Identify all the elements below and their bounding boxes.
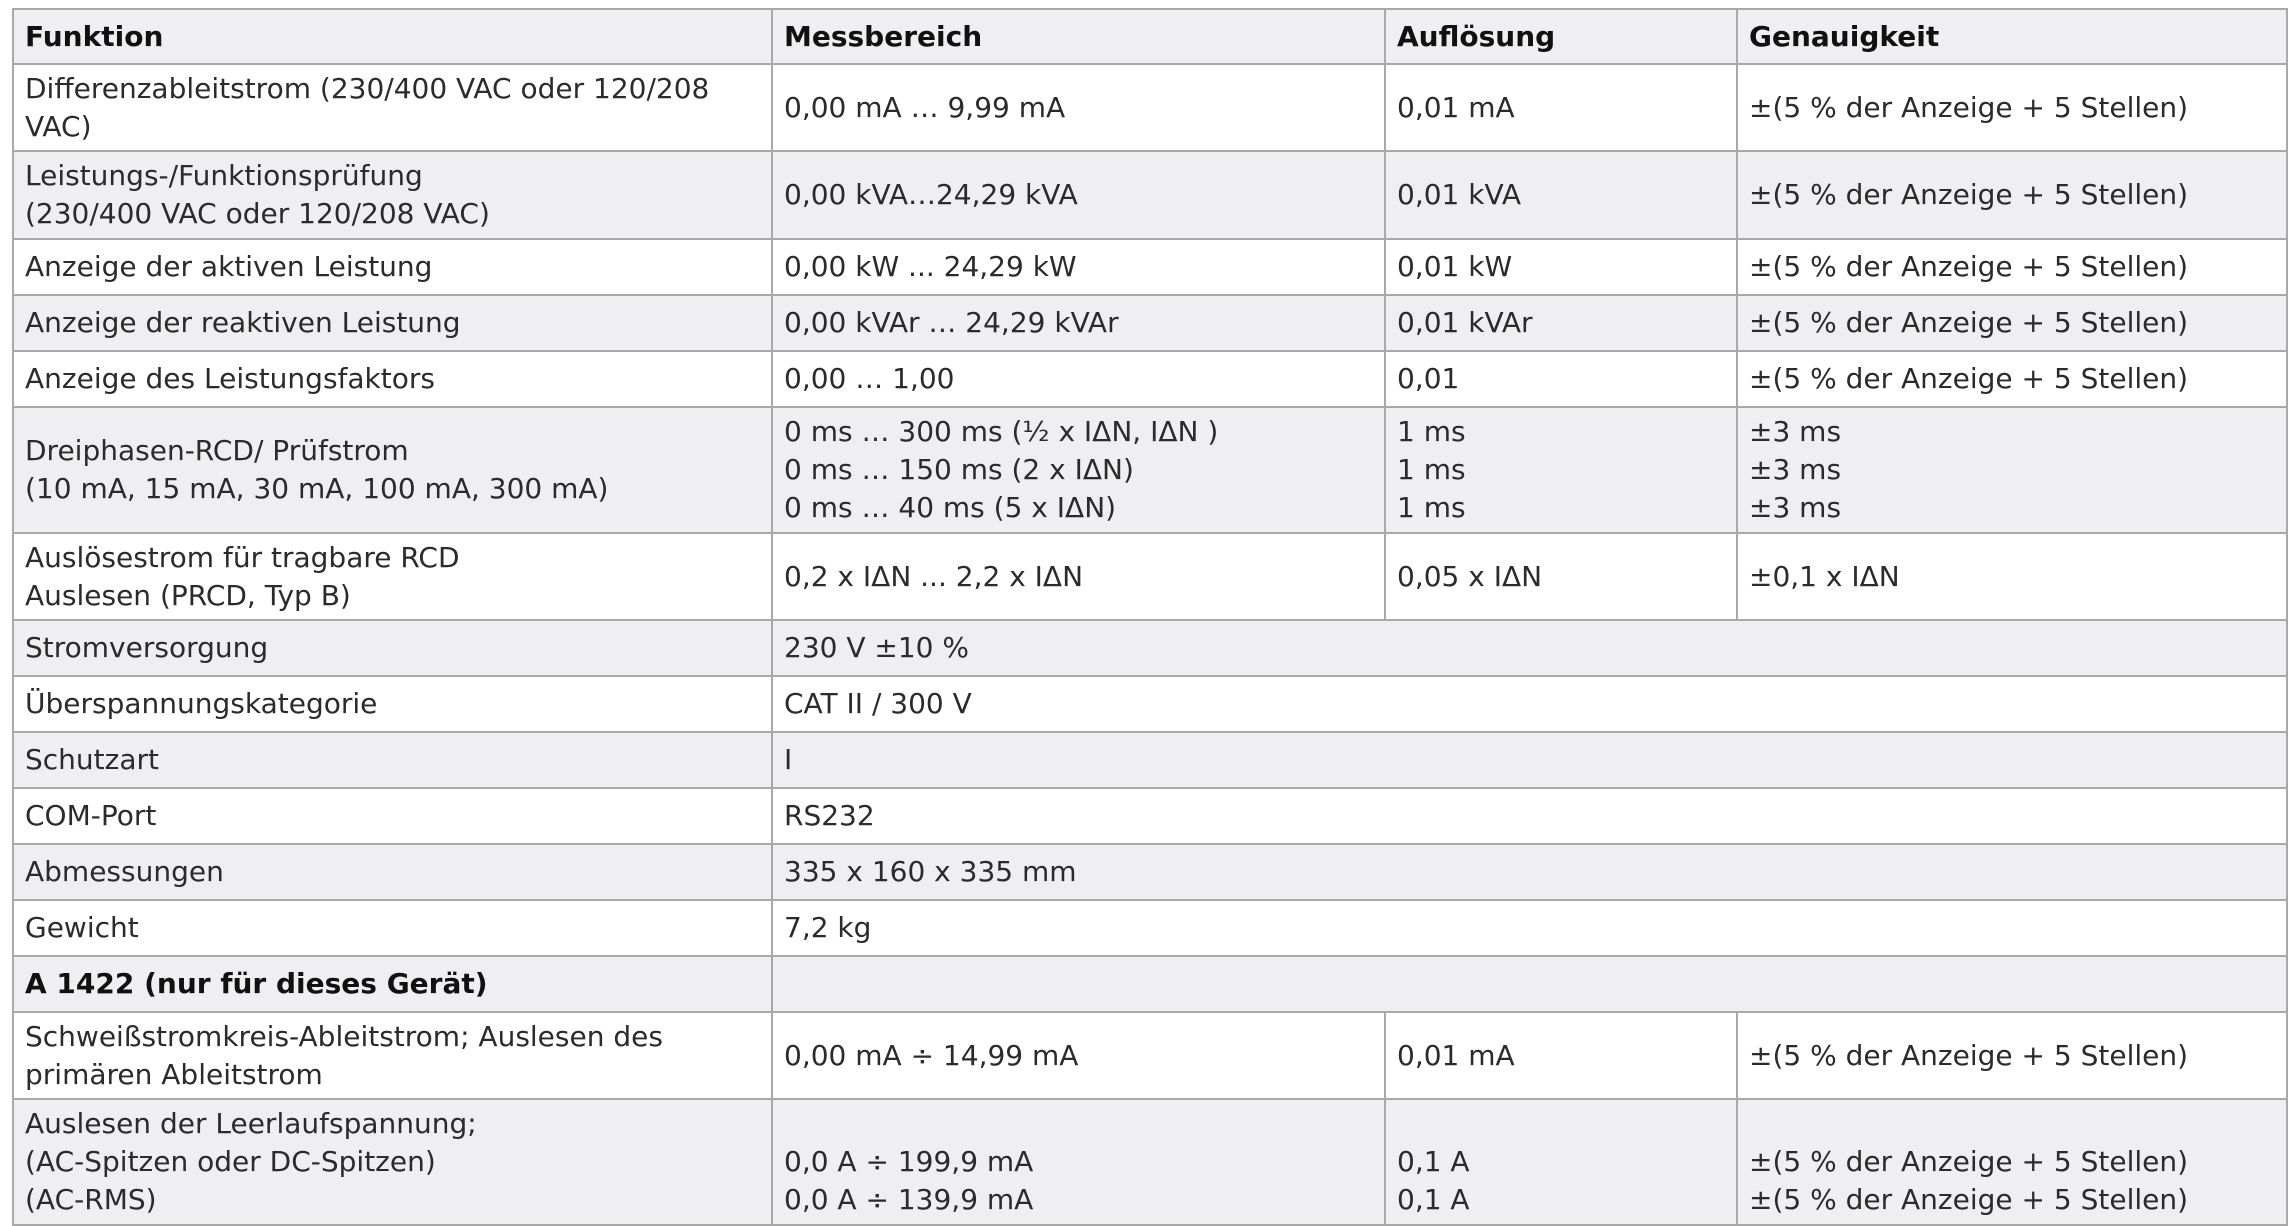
cell-aufloesung: 0,01 mA xyxy=(1385,1012,1737,1099)
cell-messbereich: 0,00 kVAr … 24,29 kVAr xyxy=(772,295,1385,351)
table-row xyxy=(13,64,2287,151)
cell-genauigkeit: ±(5 % der Anzeige + 5 Stellen) xyxy=(1737,151,2287,239)
cell-aufloesung: 0,01 mA xyxy=(1385,64,1737,151)
cell-funktion: Schweißstromkreis-Ableitstrom; Auslesen des primären Ableitstrom xyxy=(13,1012,772,1099)
cell-aufloesung: 0,1 A 0,1 A xyxy=(1385,1099,1737,1225)
cell-funktion: Auslesen der Leerlaufspannung; (AC-Spitzen oder DC-Spitzen) (AC-RMS) xyxy=(13,1099,772,1225)
header-genauigkeit: Genauigkeit xyxy=(1737,9,2287,64)
cell-genauigkeit: ±0,1 x IΔN xyxy=(1737,533,2287,620)
cell-aufloesung: 0,01 xyxy=(1385,351,1737,407)
section-empty-cell xyxy=(772,956,2287,1012)
table-row xyxy=(13,151,2287,239)
cell-wert: CAT II / 300 V xyxy=(772,676,2287,732)
table-row xyxy=(13,732,2287,788)
table-row xyxy=(13,351,2287,407)
cell-messbereich: 0,00 kVA…24,29 kVA xyxy=(772,151,1385,239)
cell-aufloesung: 0,05 x IΔN xyxy=(1385,533,1737,620)
cell-wert: 335 x 160 x 335 mm xyxy=(772,844,2287,900)
cell-funktion: Leistungs-/Funktionsprüfung (230/400 VAC oder 120/208 VAC) xyxy=(13,151,772,239)
cell-aufloesung: 0,01 kW xyxy=(1385,239,1737,295)
cell-funktion: Stromversorgung xyxy=(13,620,772,676)
cell-aufloesung: 0,01 kVA xyxy=(1385,151,1737,239)
table-row xyxy=(13,407,2287,533)
cell-funktion: Gewicht xyxy=(13,900,772,956)
table-row xyxy=(13,788,2287,844)
header-row xyxy=(13,9,2287,64)
cell-genauigkeit: ±3 ms ±3 ms ±3 ms xyxy=(1737,407,2287,533)
cell-funktion: COM-Port xyxy=(13,788,772,844)
cell-genauigkeit: ±(5 % der Anzeige + 5 Stellen) xyxy=(1737,351,2287,407)
cell-funktion: Differenzableitstrom (230/400 VAC oder 120/208 VAC) xyxy=(13,64,772,151)
cell-messbereich: 0,00 mA ÷ 14,99 mA xyxy=(772,1012,1385,1099)
cell-messbereich: 0,0 A ÷ 199,9 mA 0,0 A ÷ 139,9 mA xyxy=(772,1099,1385,1225)
cell-messbereich: 0,00 … 1,00 xyxy=(772,351,1385,407)
header-aufloesung: Auflösung xyxy=(1385,9,1737,64)
table-row xyxy=(13,239,2287,295)
section-title: A 1422 (nur für dieses Gerät) xyxy=(13,956,772,1012)
cell-wert: I xyxy=(772,732,2287,788)
table-row xyxy=(13,676,2287,732)
section-row xyxy=(13,956,2287,1012)
table-row xyxy=(13,295,2287,351)
specifications-table xyxy=(12,8,2288,1226)
cell-wert: RS232 xyxy=(772,788,2287,844)
cell-genauigkeit: ±(5 % der Anzeige + 5 Stellen) xyxy=(1737,1012,2287,1099)
cell-wert: 7,2 kg xyxy=(772,900,2287,956)
cell-genauigkeit: ±(5 % der Anzeige + 5 Stellen) xyxy=(1737,239,2287,295)
cell-funktion: Schutzart xyxy=(13,732,772,788)
cell-aufloesung: 0,01 kVAr xyxy=(1385,295,1737,351)
cell-genauigkeit: ±(5 % der Anzeige + 5 Stellen) ±(5 % der Anzeige + 5 Stellen) xyxy=(1737,1099,2287,1225)
header-funktion: Funktion xyxy=(13,9,772,64)
table-row xyxy=(13,900,2287,956)
header-messbereich: Messbereich xyxy=(772,9,1385,64)
cell-funktion: Abmessungen xyxy=(13,844,772,900)
table-row xyxy=(13,1012,2287,1099)
cell-funktion: Anzeige der aktiven Leistung xyxy=(13,239,772,295)
cell-wert: 230 V ±10 % xyxy=(772,620,2287,676)
cell-messbereich: 0,2 x IΔN ... 2,2 x IΔN xyxy=(772,533,1385,620)
cell-funktion: Auslösestrom für tragbare RCD Auslesen (PRCD, Typ B) xyxy=(13,533,772,620)
cell-funktion: Überspannungskategorie xyxy=(13,676,772,732)
cell-funktion: Anzeige des Leistungsfaktors xyxy=(13,351,772,407)
cell-messbereich: 0 ms … 300 ms (½ x IΔN, IΔN ) 0 ms … 150 ms (2 x IΔN) 0 ms … 40 ms (5 x IΔN) xyxy=(772,407,1385,533)
cell-genauigkeit: ±(5 % der Anzeige + 5 Stellen) xyxy=(1737,295,2287,351)
cell-aufloesung: 1 ms 1 ms 1 ms xyxy=(1385,407,1737,533)
cell-genauigkeit: ±(5 % der Anzeige + 5 Stellen) xyxy=(1737,64,2287,151)
cell-messbereich: 0,00 mA … 9,99 mA xyxy=(772,64,1385,151)
cell-messbereich: 0,00 kW ... 24,29 kW xyxy=(772,239,1385,295)
table-row xyxy=(13,620,2287,676)
cell-funktion: Dreiphasen-RCD/ Prüfstrom (10 mA, 15 mA, 30 mA, 100 mA, 300 mA) xyxy=(13,407,772,533)
cell-funktion: Anzeige der reaktiven Leistung xyxy=(13,295,772,351)
table-row xyxy=(13,844,2287,900)
table-row xyxy=(13,1099,2287,1225)
table-row xyxy=(13,533,2287,620)
